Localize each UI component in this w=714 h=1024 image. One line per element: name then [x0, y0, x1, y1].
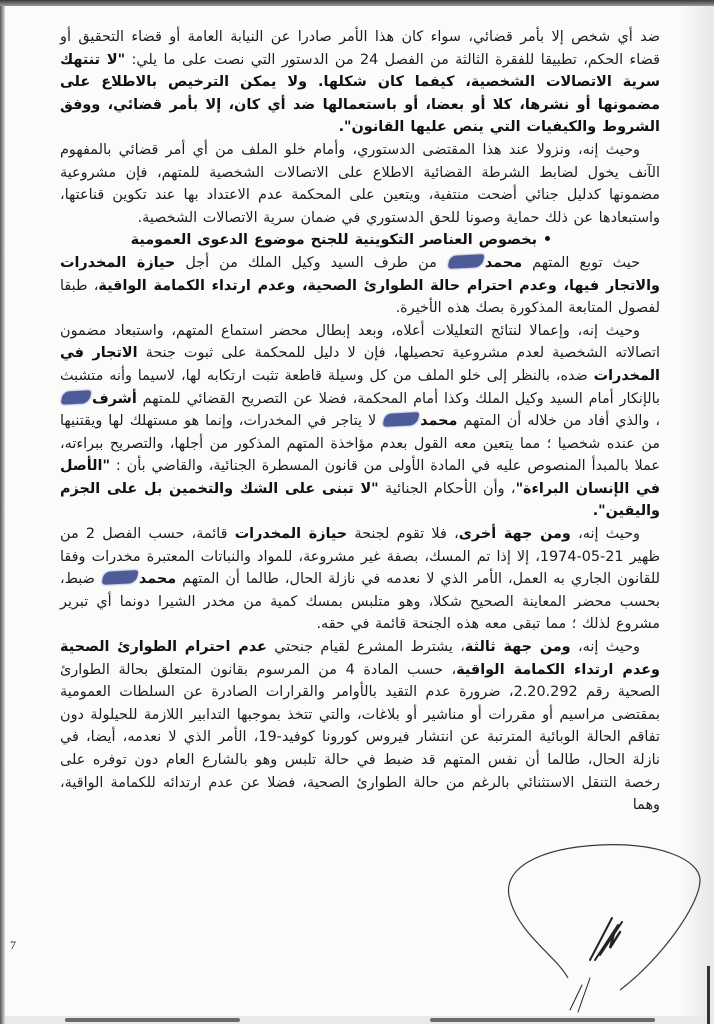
body-text: ضده، بالنظر إلى خلو الملف من كل وسيلة قاطعة تثبت ارتكابه لها، لاسيما وأنه متشبث بالإنكار أمام السيد وكيل الملك وكذا أمام المحكمة، فضلا عن التصريح القضائي للمتهم — [60, 367, 660, 407]
bold-text: محمد — [138, 571, 177, 588]
body-text: ، وأن الأحكام الجنائية — [378, 480, 516, 497]
body-text: ، طبقا لفصول المتابعة المذكورة بصك هذه الأخيرة. — [60, 277, 660, 317]
bold-text: "لا تبنى على الشك والتخمين بل على الجزم واليقين". — [60, 480, 660, 520]
bold-text: محمد — [420, 413, 458, 430]
body-text: وحيث إنه، — [570, 526, 640, 543]
body-text: قائمة، حسب الفصل 2 من ظهير 21-05-1974، إلا إذا تم المسك، بصفة غير مشروعة، للمواد والنباتات المعتبرة مخدرات وفقا للقانون الجاري به العمل، الأمر الذي لا نعدمه في نازلة الحال، طالما أن المتهم — [60, 526, 660, 588]
scan-bottom-edge — [65, 1018, 240, 1022]
body-text: وحيث إنه، ونزولا عند هذا المقتضى الدستوري، وأمام خلو الملف من أي أمر قضائي بالمفهوم الآنف يخول لضابط الشرطة القضائية الاطلاع على الاتصالات الشخصية للمتهم، فإن مشروعية مضمونها كدليل جنائي أضحت منتفية، ويتعين على المحكمة عدم الاعتداد بها عند تكوين قناعتها، واستبعادها عن ذلك حماية وصونا للحق الدستوري في ضمان سرية الاتصالات الشخصية. — [60, 141, 660, 226]
bold-text: ومن جهة ثالثة — [464, 639, 571, 656]
section-heading — [60, 229, 660, 252]
redaction-mark — [60, 390, 91, 404]
redaction-mark — [383, 412, 420, 427]
paragraph-p4 — [60, 320, 660, 523]
page-edge-line — [707, 966, 710, 1024]
page-edge-shade — [680, 6, 710, 1016]
body-text: ، والذي أفاد من خلاله أن المتهم — [457, 413, 660, 430]
paragraph-p6 — [60, 636, 660, 817]
bold-text: محمد — [484, 254, 523, 271]
bold-text: الاتجار في المخدرات — [60, 345, 660, 384]
bold-text: ومن جهة أخرى — [458, 526, 571, 543]
redaction-mark — [447, 254, 484, 269]
document-body — [60, 26, 660, 817]
body-text: ، حسب المادة 4 من المرسوم بقانون المتعلق بحالة الطوارئ الصحية رقم 2.20.292، ضرورة عدم التقيد بالأوامر والقرارات الصادرة عن السلطات العمومية بمقتضى مراسيم أو مقررات أو مناشير أو بلاغات، والتي تتخذ بموجبها التدابير اللازمة للحيلولة دون تفاقم الحالة الوبائية المترتبة عن انتشار فيروس كورونا كوفيد-19، الأمر الذي لا نعدمه، أيضا، في نازلة الحال، طالما أن نفس المتهم قد ضبط في حالة تلبس وهو بالشارع العام دون توفره على رخصة التنقل الاستثنائي بالرغم من حالة الطوارئ الصحية، فضلا عن عدم ارتدائه للكمامة الواقية، وهما — [60, 661, 661, 814]
bold-text: عدم احترام الطوارئ الصحية وعدم ارتداء الكمامة الواقية — [60, 639, 660, 678]
body-text: ، فلا تقوم لجنحة — [347, 526, 459, 543]
bold-text: "الأصل في الإنسان البراءة" — [60, 458, 661, 497]
body-text: من طرف السيد وكيل الملك من أجل — [175, 254, 447, 271]
body-text: ضد أي شخص إلا بأمر قضائي، سواء كان هذا الأمر صادرا عن النيابة العامة أو قضاء التحقيق أو قضاء الحكم، تطبيقا للفقرة الثالثة من الفصل 24 من الدستور التي نصت على ما يلي: — [60, 29, 660, 68]
body-text: لا يتاجر في المخدرات، وإنما هو مستهلك لها ويقتنيها من عنده شخصيا ؛ مما يتعين معه القول بعدم مؤاخذة المتهم المذكور من أجلها، والتصريح ببراءته، عملا بالمبدأ المنصوص عليه في المادة الأولى من قانون المسطرة الجنائية، والقاضي بأن : — [60, 413, 660, 475]
bold-text: حيازة المخدرات — [234, 526, 348, 543]
bold-text: "لا تنتهك سرية الاتصالات الشخصية، كيفما كان شكلها. ولا يمكن الترخيص بالاطلاع على مضمونها أو نشرها، كلا أو بعضا، أو باستعمالها ضد أي كان، إلا بأمر قضائي، ووفق الشروط والكيفيات التي ينص عليها القانون". — [60, 51, 660, 136]
bold-text: أشرف — [92, 390, 137, 407]
redaction-mark — [101, 570, 138, 585]
bold-text: حيازة المخدرات والاتجار فيها، وعدم احترام حالة الطوارئ الصحية، وعدم ارتداء الكمامة الواقية — [60, 254, 661, 294]
body-text: وحيث إنه، وإعمالا لنتائج التعليلات أعلاه، وبعد إبطال محضر استماع المتهم، واستبعاد مضمون اتصالاته الشخصية لعدم مشروعية تحصيلها، فإن لا دليل للمحكمة على ثبوت جنحة — [60, 322, 660, 362]
paragraph-p3 — [60, 252, 660, 320]
paragraph-p5 — [60, 523, 660, 636]
paragraph-p1 — [60, 26, 660, 139]
paragraph-p2 — [60, 139, 660, 229]
page-number: 7 — [10, 938, 16, 952]
bold-text: بخصوص العناصر التكوينية للجنح موضوع الدعوى العمومية — [130, 232, 537, 249]
bullet-icon — [545, 236, 550, 241]
body-text: ، يشترط المشرع لقيام جنحتي — [266, 639, 465, 656]
body-text: وحيث إنه، — [570, 639, 640, 656]
body-text: ضبط، بحسب محضر المعاينة الصحيح شكلا، وهو متلبس بمسك كمية من مخدر الشيرا دونما أي تبرير مشروع لذلك ؛ مما تبقى معه هذه الجنحة قائمة في حقه. — [60, 571, 660, 633]
body-text: حيث توبع المتهم — [522, 254, 640, 271]
scan-bottom-edge — [430, 1018, 655, 1022]
